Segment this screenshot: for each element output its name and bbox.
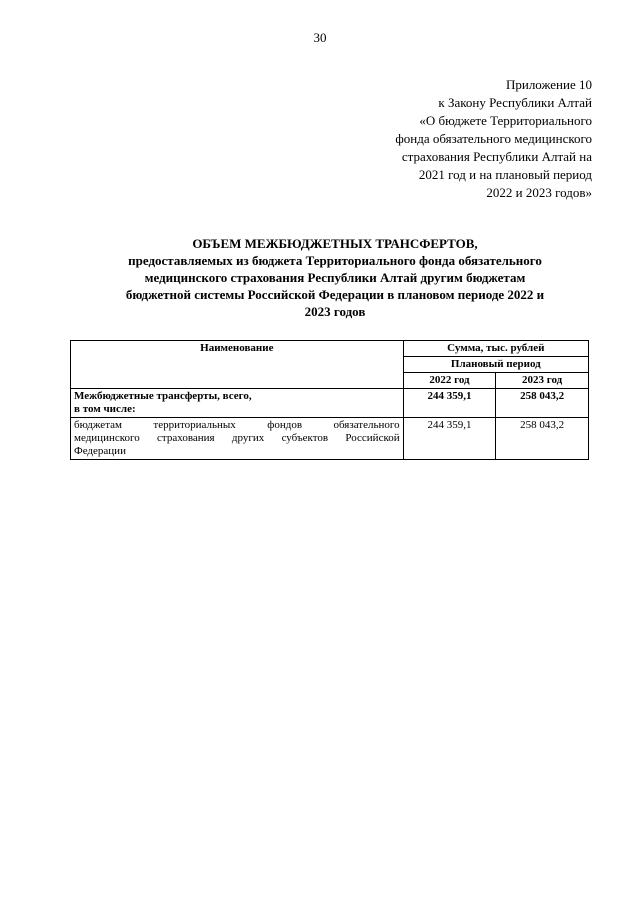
appendix-line: 2021 год и на плановый период xyxy=(418,167,592,182)
title-main: ОБЪЕМ МЕЖБЮДЖЕТНЫХ ТРАНСФЕРТОВ, xyxy=(192,236,478,251)
page-number: 30 xyxy=(313,30,327,45)
title-subtitle-line: 2023 годов xyxy=(304,304,366,319)
appendix-line: фонда обязательного медицинского xyxy=(395,131,592,146)
appendix-line: Приложение 10 xyxy=(505,77,592,92)
header-name: Наименование xyxy=(71,341,404,389)
appendix-line: 2022 и 2023 годов» xyxy=(486,185,592,200)
row-name-line: Федерации xyxy=(74,445,126,457)
header-year-2022: 2022 год xyxy=(403,373,496,389)
row-name-line: медицинского страхования других субъектов Российской xyxy=(74,432,400,444)
transfers-table xyxy=(70,340,589,460)
row-name xyxy=(71,389,404,418)
header-year-2023: 2023 год xyxy=(496,373,589,389)
table-row-total xyxy=(71,389,589,418)
row-name-line: бюджетам территориальных фондов обязательного xyxy=(74,419,400,431)
row-value-2022: 244 359,1 xyxy=(403,389,496,418)
document-title xyxy=(70,235,600,320)
row-name-line: Межбюджетные трансферты, всего, xyxy=(74,390,252,402)
row-name xyxy=(71,418,404,460)
table-row xyxy=(71,418,589,460)
appendix-reference xyxy=(332,76,592,202)
title-subtitle-line: медицинского страхования Республики Алтай другим бюджетам xyxy=(144,270,526,285)
appendix-line: к Закону Республики Алтай xyxy=(438,95,592,110)
appendix-line: «О бюджете Территориального xyxy=(419,113,592,128)
row-value-2023: 258 043,2 xyxy=(496,418,589,460)
appendix-line: страхования Республики Алтай на xyxy=(401,149,592,164)
row-value-2023: 258 043,2 xyxy=(496,389,589,418)
header-sum: Сумма, тыс. рублей xyxy=(403,341,588,357)
title-subtitle-line: предоставляемых из бюджета Территориального фонда обязательного xyxy=(128,253,542,268)
row-name-line: в том числе: xyxy=(74,403,136,415)
row-value-2022: 244 359,1 xyxy=(403,418,496,460)
header-period: Плановый период xyxy=(403,357,588,373)
title-subtitle-line: бюджетной системы Российской Федерации в плановом периоде 2022 и xyxy=(125,287,545,302)
